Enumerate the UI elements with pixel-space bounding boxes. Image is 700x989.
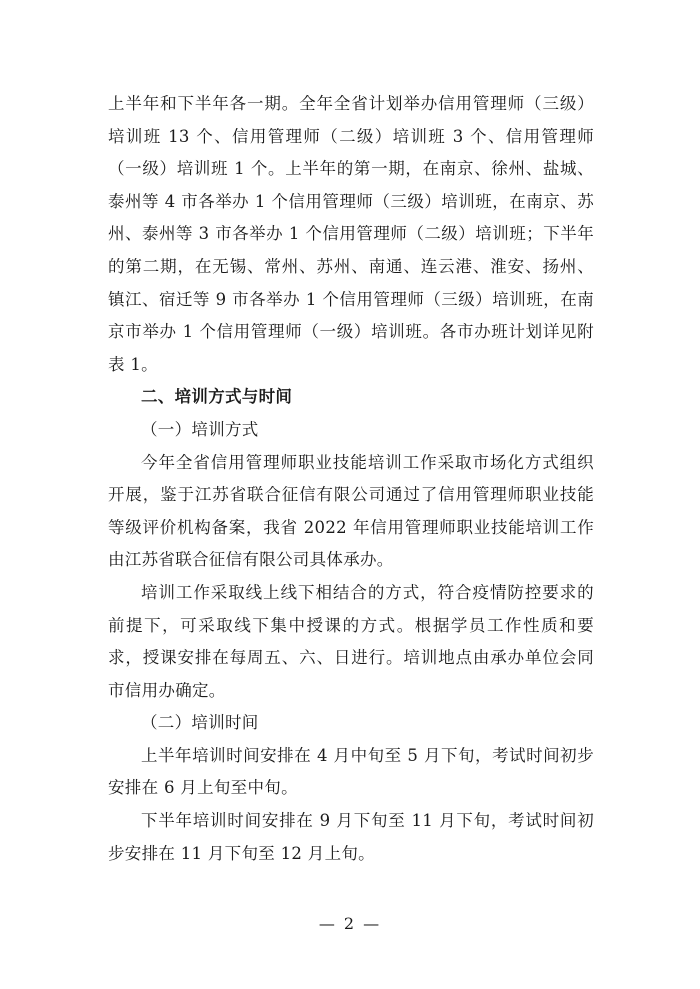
paragraph-second-half-schedule: 下半年培训时间安排在 9 月下旬至 11 月下旬，考试时间初步安排在 11 月下旬至 12 月上旬。 bbox=[108, 811, 594, 863]
document-body bbox=[108, 88, 594, 870]
subsection-heading-training-time: （二）培训时间 bbox=[141, 713, 259, 733]
subsection-heading-training-method: （一）培训方式 bbox=[141, 419, 259, 439]
paragraph-online-offline: 培训工作采取线上线下相结合的方式，符合疫情防控要求的前提下，可采取线下集中授课的方式。根据学员工作性质和要求，授课安排在每周五、六、日进行。培训地点由承办单位会同市信用办确定。 bbox=[108, 582, 594, 700]
paragraph-organization: 今年全省信用管理师职业技能培训工作采取市场化方式组织开展，鉴于江苏省联合征信有限公司通过了信用管理师职业技能等级评价机构备案，我省 2022 年信用管理师职业技能培训工作由江苏省联合征信有限公司具体承办。 bbox=[108, 452, 594, 570]
section-heading-training-method-and-time: 二、培训方式与时间 bbox=[141, 387, 293, 407]
paragraph-first-half-schedule: 上半年培训时间安排在 4 月中旬至 5 月下旬，考试时间初步安排在 6 月上旬至中旬。 bbox=[108, 745, 594, 798]
paragraph-plan-continuation: 上半年和下半年各一期。全年全省计划举办信用管理师（三级）培训班 13 个、信用管理师（二级）培训班 3 个、信用管理师（一级）培训班 1 个。上半年的第一期，在南京、徐州、盐城、泰州等 4 市各举办 1 个信用管理师（三级）培训班，在南京、苏州、泰州等 3 市各举办 1 个信用管理师（二级）培训班；下半年的第二期，在无锡、常州、苏州、南通、连云港、淮安、扬州、镇江、宿迁等 9 市各举办 1 个信用管理师（三级）培训班，在南京市举办 1 个信用管理师（一级）培训班。各市办班计划详见附表 1。 bbox=[108, 94, 594, 374]
page-number: — 2 — bbox=[318, 914, 382, 933]
